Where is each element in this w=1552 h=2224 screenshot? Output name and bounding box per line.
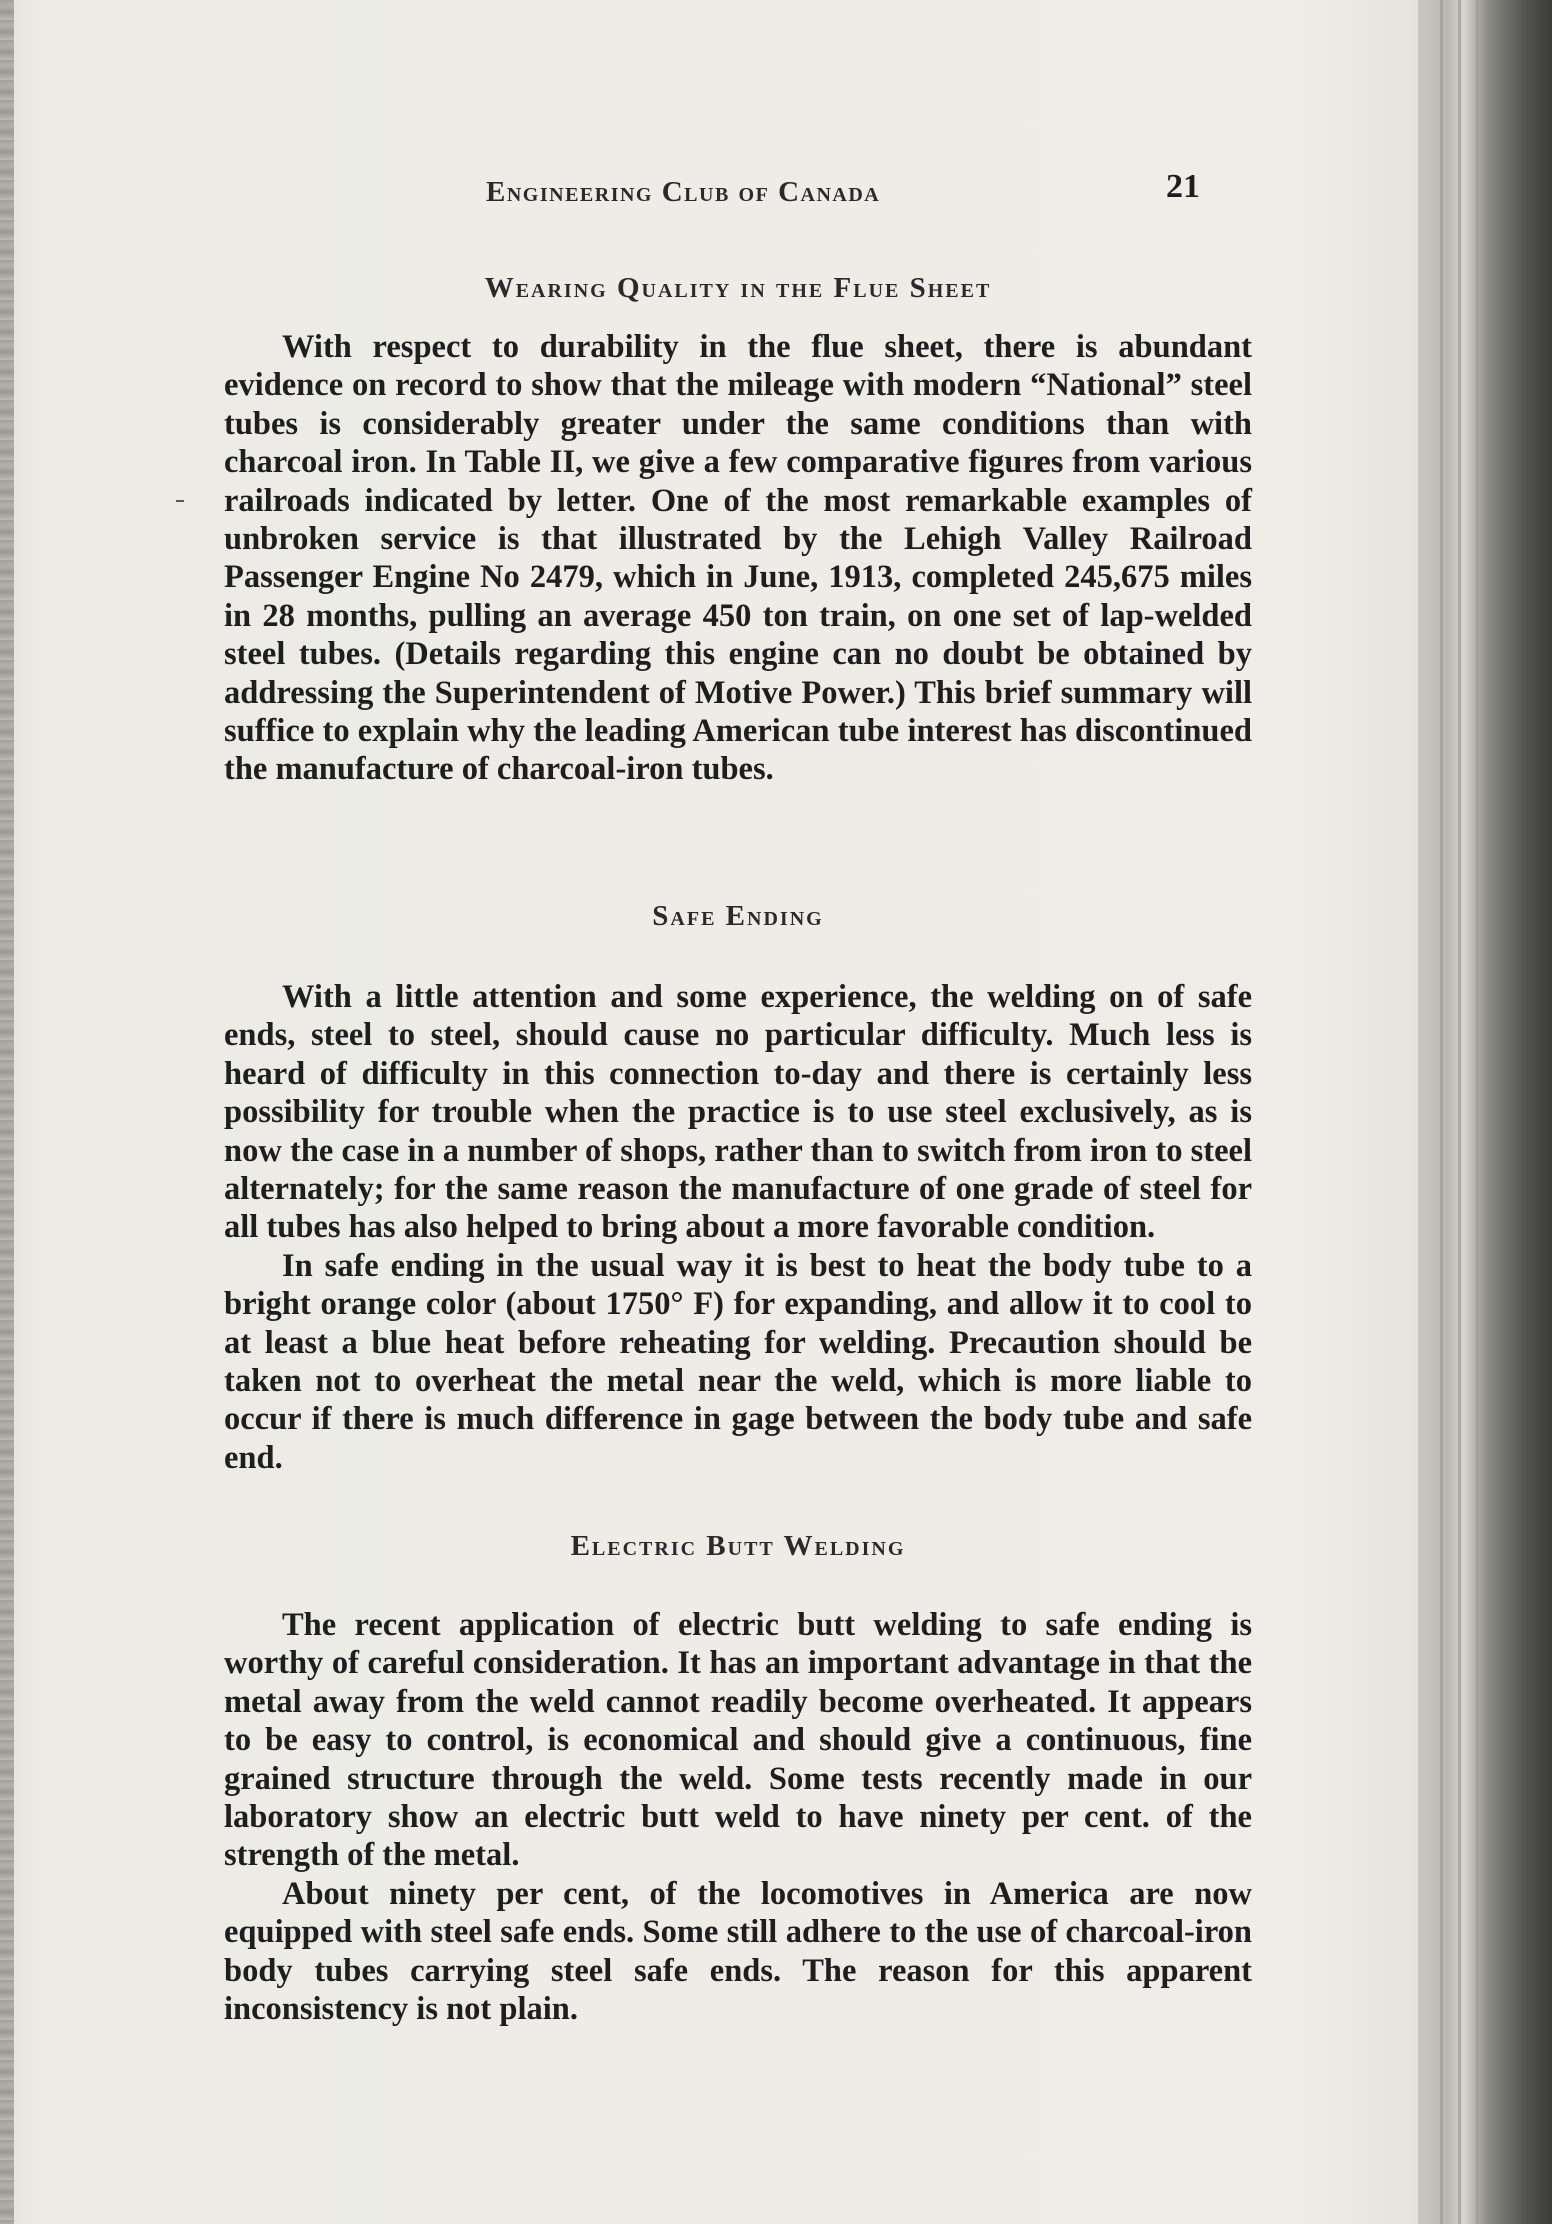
paragraph: With a little attention and some experience, the welding on of safe ends, steel to steel, should cause no particular difficulty. Much less is heard of difficulty in this connection to-day and there is certainly less possibility for trouble when the practice is to use steel exclusively, as is now the case in a number of shops, rather than to switch from iron to steel alternately; for the same reason the manufacture of one grade of steel for all tubes has also helped to bring about a more favorable condition. [224,979,1252,1246]
running-head [232,164,1200,214]
paragraph: With respect to durability in the flue sheet, there is abundant evidence on record to show that the mileage with modern “National” steel tubes is considerably greater under the same conditions than with charcoal iron. In Table II, we give a few comparative figures from various railroads indicated by letter. One of the most remarkable examples of unbroken service is that illustrated by the Lehigh Valley Railroad Passenger Engine No 2479, which in June, 1913, completed 245,675 miles in 28 months, pulling an average 450 ton train, on one set of lap-welded steel tubes. (Details regarding this engine can no doubt be obtained by addressing the Superintendent of Motive Power.) This brief summary will suffice to explain why the leading American tube interest has discontinued the manufacture of charcoal-iron tubes. [224,329,1252,788]
gutter-line [1458,0,1461,2224]
margin-mark [176,500,184,502]
section-electric-butt-welding [224,1526,1252,2028]
section-heading: Electric Butt Welding [570,1530,906,1562]
section-wearing-quality [224,268,1252,789]
paragraph: The recent application of electric butt welding to safe ending is worthy of careful consideration. It has an important advantage in that the metal away from the weld cannot readily become overheated. It appears to be easy to control, is economical and should give a continuous, fine grained structure through the weld. Some tests recently made in our laboratory show an electric butt weld to have ninety per cent. of the strength of the metal. [224,1607,1252,1874]
page-left-edge [0,0,14,2224]
paragraph: In safe ending in the usual way it is best to heat the body tube to a bright orange color (about 1750° F) for expanding, and allow it to cool to at least a blue heat before reheating for welding. Precaution should be taken not to overheat the metal near the weld, which is more liable to occur if there is much difference in gage between the body tube and safe end. [224,1247,1252,1476]
section-heading: Wearing Quality in the Flue Sheet [484,272,992,304]
book-gutter [1418,0,1552,2224]
paragraph: About ninety per cent, of the locomotives in America are now equipped with steel safe ends. Some still adhere to the use of charcoal-iron body tubes carrying steel safe ends. The reason for this apparent inconsistency is not plain. [224,1875,1252,2028]
gutter-line [1440,0,1443,2224]
running-head-title: Engineering Club of Canada [486,176,881,208]
gutter-line [1476,0,1479,2224]
section-heading: Safe Ending [652,900,824,932]
page-number: 21 [1166,168,1200,205]
section-safe-ending [224,896,1252,1477]
